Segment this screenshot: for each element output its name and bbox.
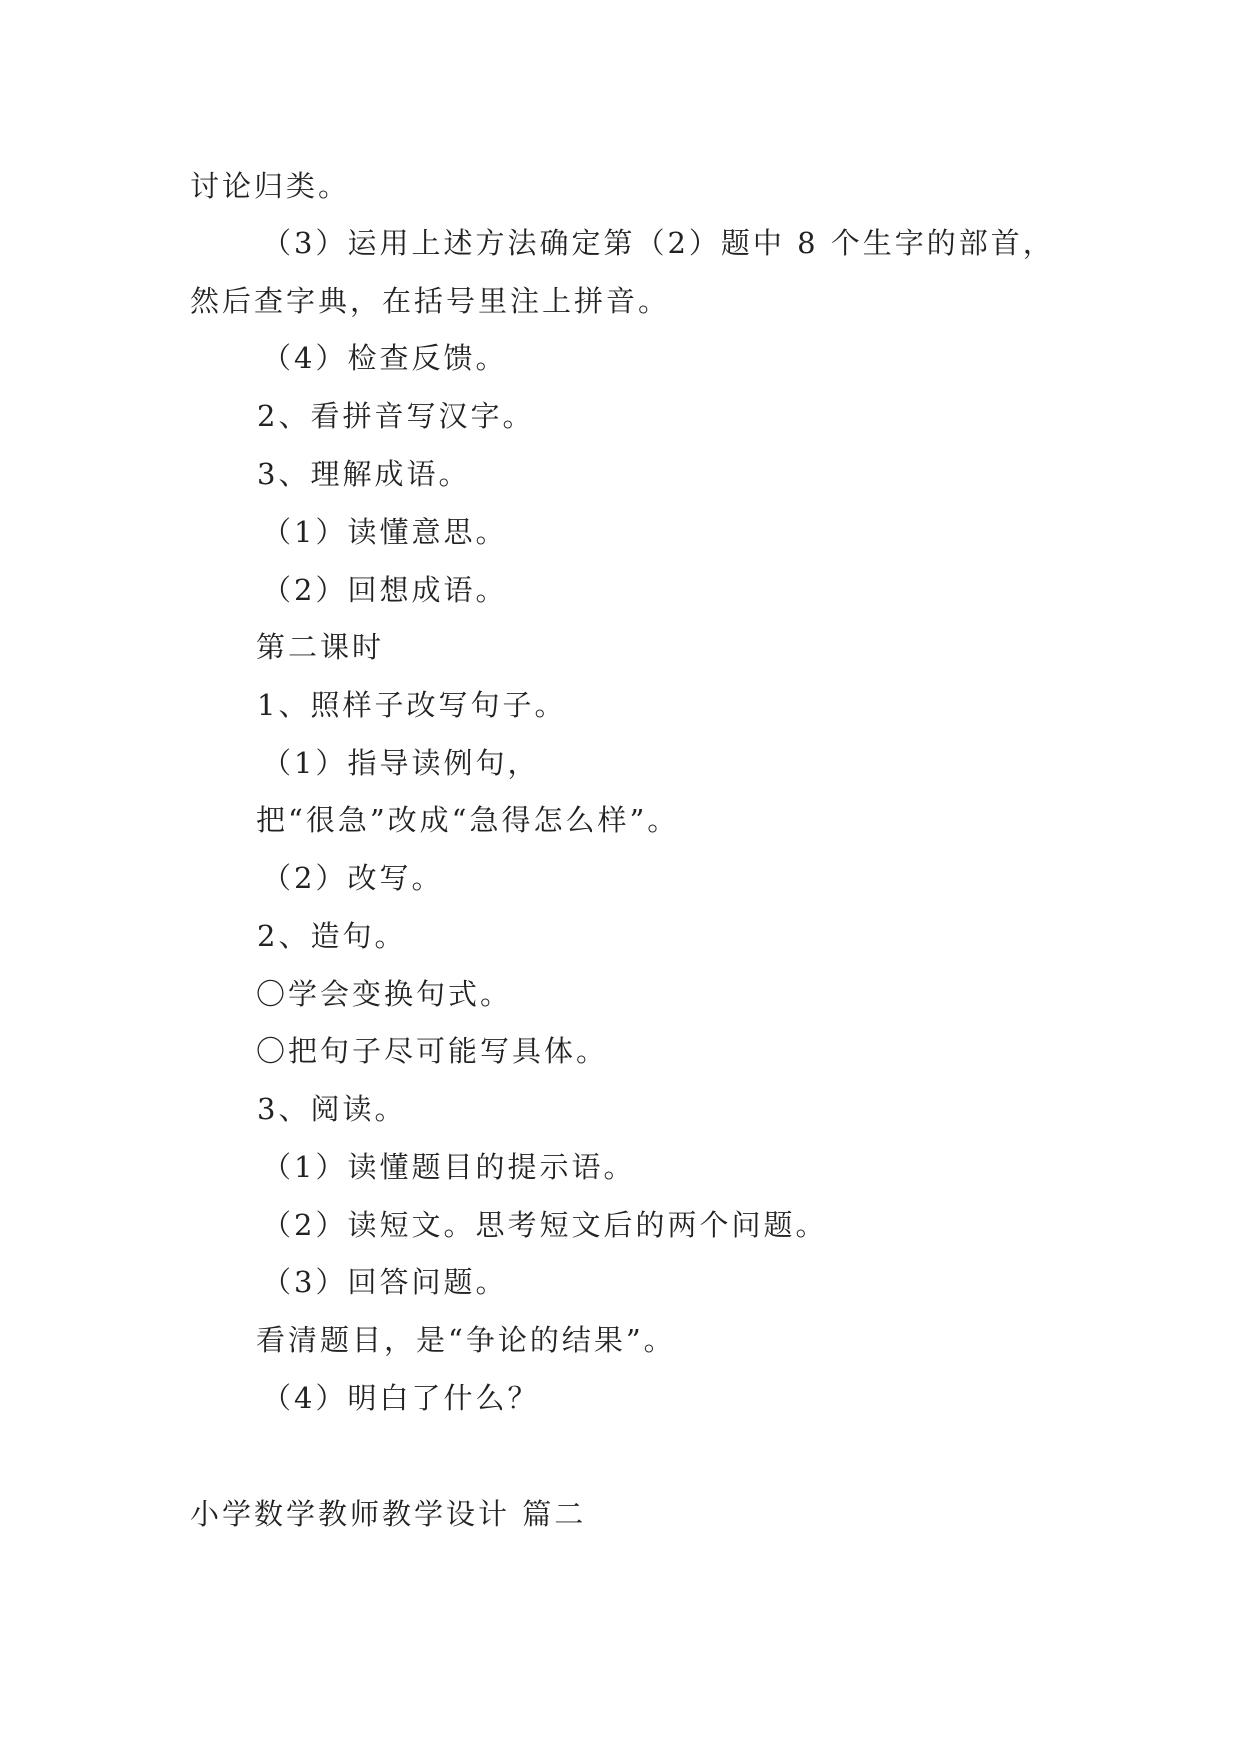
text-line: （1）指导读例句， bbox=[262, 746, 540, 780]
section-title: 小学数学教师教学设计 篇二 bbox=[190, 1497, 587, 1531]
text-line: 讨论归类。 bbox=[190, 169, 351, 203]
text-line: 1、照样子改写句子。 bbox=[257, 688, 567, 722]
text-line: 〇学会变换句式。 bbox=[256, 977, 513, 1011]
text-line: 然后查字典，在括号里注上拼音。 bbox=[190, 284, 671, 318]
section-heading: 第二课时 bbox=[256, 630, 385, 664]
text-line: 〇把句子尽可能写具体。 bbox=[256, 1034, 609, 1068]
text-line: 3、理解成语。 bbox=[257, 457, 471, 491]
text-line: （2）读短文。思考短文后的两个问题。 bbox=[262, 1208, 828, 1242]
text-line: （2）改写。 bbox=[262, 861, 444, 895]
text-line: （4）检查反馈。 bbox=[262, 341, 508, 375]
text-line: （2）回想成语。 bbox=[262, 573, 508, 607]
text-line: 2、造句。 bbox=[257, 919, 407, 953]
text-line: （1）读懂题目的提示语。 bbox=[262, 1150, 636, 1184]
text-line: （3）运用上述方法确定第（2）题中 8 个生字的部首， bbox=[262, 226, 1055, 260]
text-line: （1）读懂意思。 bbox=[262, 515, 508, 549]
text-line: 把“很急”改成“急得怎么样”。 bbox=[256, 803, 680, 837]
text-line: （4）明白了什么？ bbox=[262, 1381, 540, 1415]
text-line: 看清题目，是“争论的结果”。 bbox=[256, 1323, 676, 1357]
text-line: （3）回答问题。 bbox=[262, 1265, 508, 1299]
text-line: 2、看拼音写汉字。 bbox=[257, 399, 535, 433]
text-line: 3、阅读。 bbox=[257, 1092, 407, 1126]
